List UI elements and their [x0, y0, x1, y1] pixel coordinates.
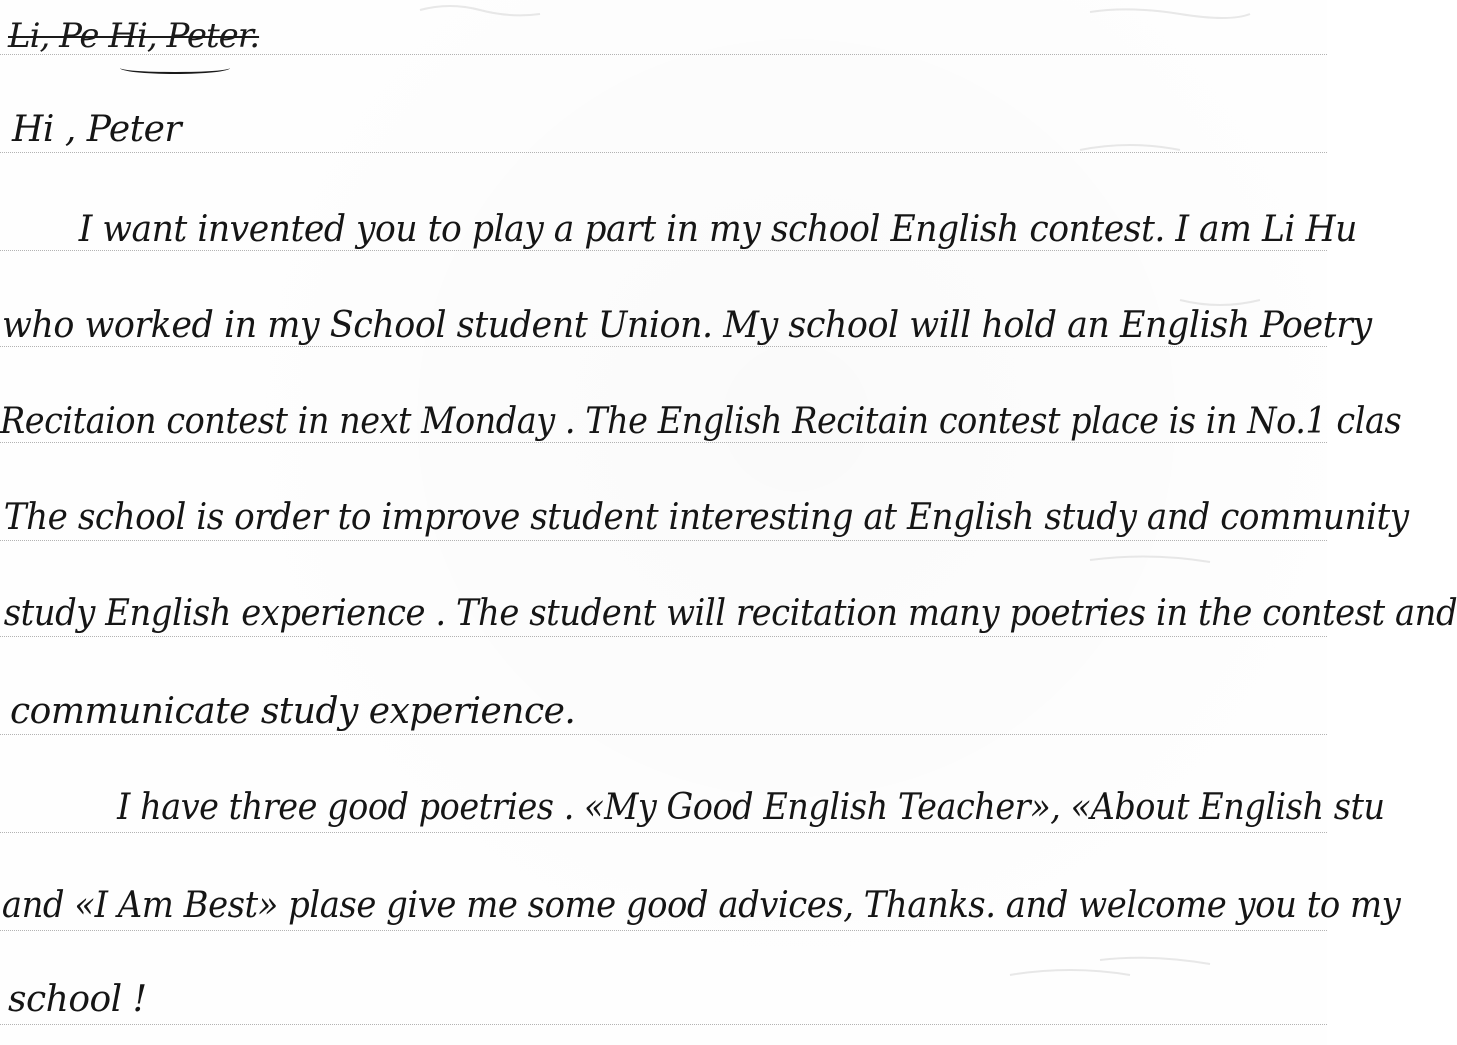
letter-line: The school is order to improve student interesting at English study and community: [3, 497, 1409, 538]
letter-line: Recitaion contest in next Monday . The English Recitain contest place is in No.1 clas: [0, 401, 1402, 442]
ruled-line: [0, 1024, 1327, 1025]
letter-line: who worked in my School student Union. My school will hold an English Poetry: [1, 305, 1372, 346]
ruled-line: [0, 930, 1327, 931]
letter-line: and «I Am Best» plase give me some good advices, Thanks. and welcome you to my: [1, 885, 1401, 926]
greeting-line: Hi , Peter: [12, 109, 182, 150]
letter-line: study English experience . The student will recitation many poetries in the contest and: [3, 593, 1457, 634]
struck-greeting: Li, Pe Hi, Peter.: [8, 16, 260, 56]
ruled-line: [0, 832, 1327, 833]
greeting-underline: [120, 62, 230, 74]
letter-line: I want invented you to play a part in my school English contest. I am Li Hu: [78, 209, 1357, 250]
letter-line: I have three good poetries . «My Good English Teacher», «About English stu: [117, 787, 1385, 828]
letter-line: school !: [8, 979, 147, 1020]
letter-line: communicate study experience.: [10, 691, 576, 732]
